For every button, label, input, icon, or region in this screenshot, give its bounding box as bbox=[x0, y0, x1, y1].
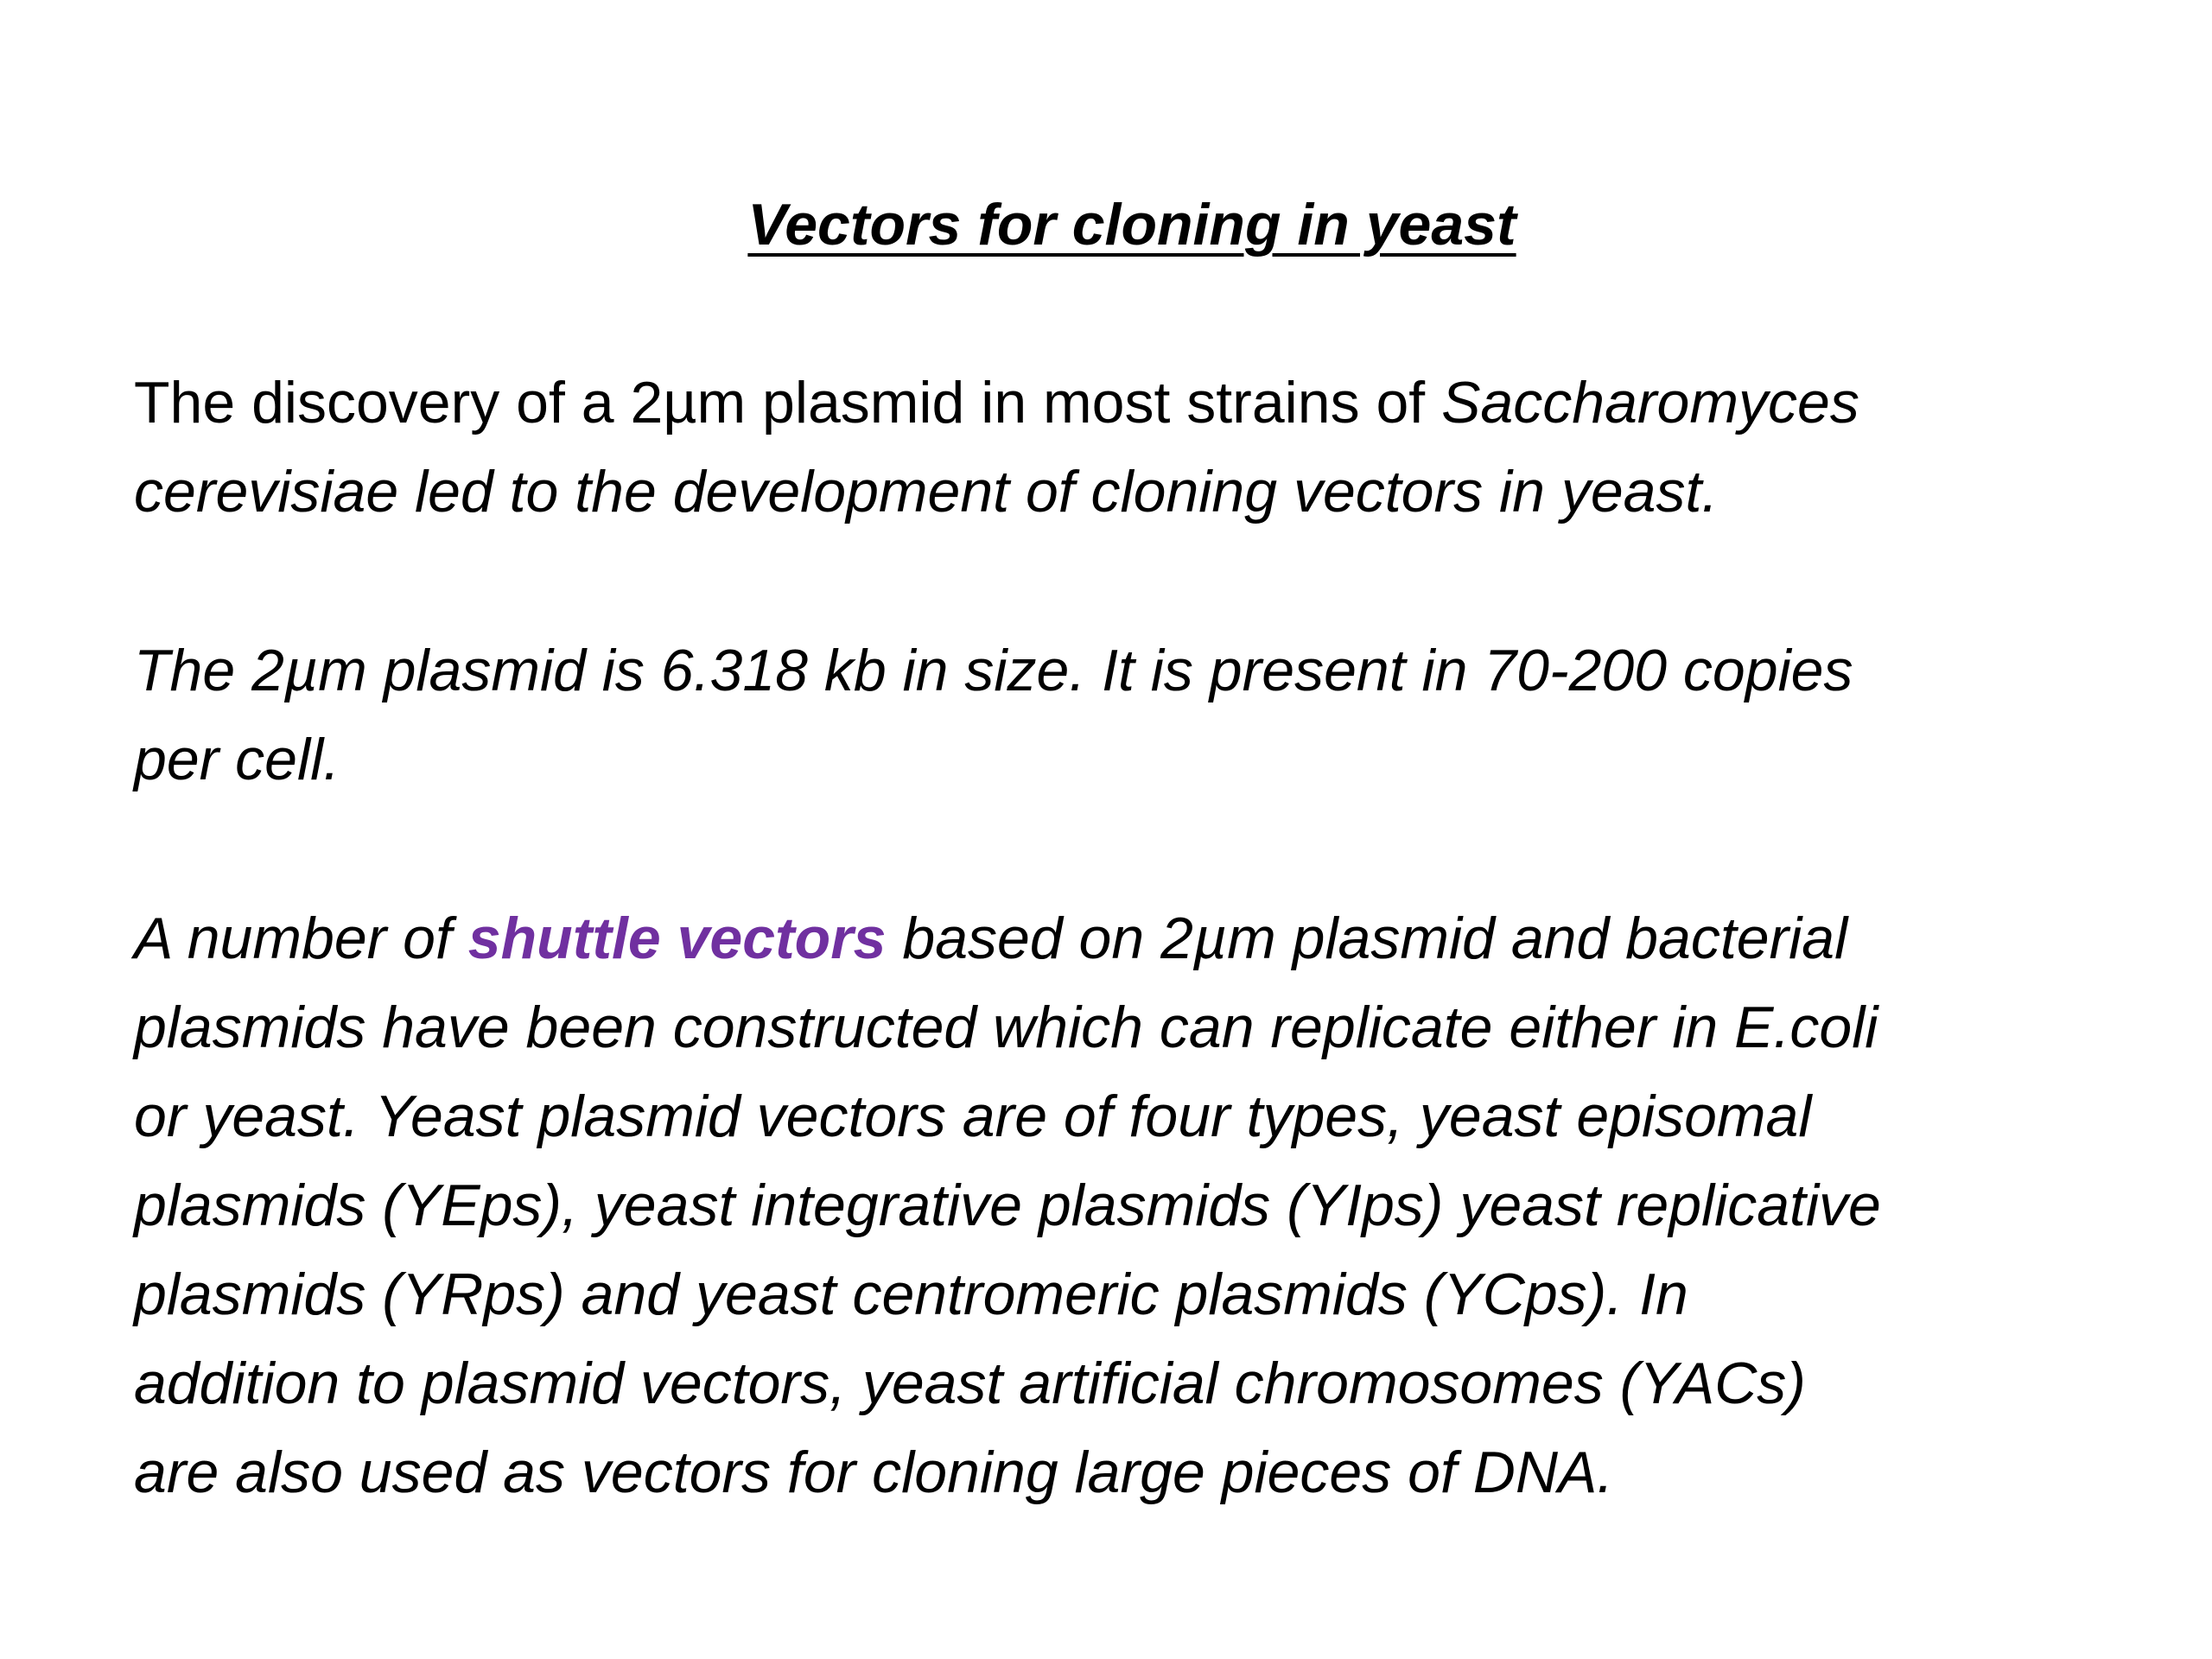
species-name-italic: Saccharomyces bbox=[1441, 370, 1859, 435]
text-span: based on 2µm plasmid and bacterial bbox=[886, 906, 1848, 971]
paragraph-line bbox=[134, 894, 2147, 983]
paragraph-line: are also used as vectors for cloning large pieces of DNA. bbox=[134, 1440, 1614, 1505]
paragraph-line: or yeast. Yeast plasmid vectors are of four types, yeast episomal bbox=[134, 1084, 1812, 1149]
paragraph-line: cerevisiae led to the development of cloning vectors in yeast. bbox=[134, 459, 1719, 524]
paragraph-line bbox=[134, 359, 2147, 448]
paragraph-plasmid-discovery bbox=[134, 359, 2147, 537]
text-span: A number of bbox=[134, 906, 468, 971]
paragraph-line: plasmids (YEps), yeast integrative plasmids (YIps) yeast replicative bbox=[134, 1173, 1881, 1238]
slide-title: Vectors for cloning in yeast bbox=[747, 192, 1516, 257]
paragraph-line: addition to plasmid vectors, yeast artificial chromosomes (YACs) bbox=[134, 1351, 1806, 1416]
text-span: The discovery of a 2µm plasmid in most strains of bbox=[134, 370, 1442, 435]
paragraph-line: plasmids have been constructed which can replicate either in E.coli bbox=[134, 995, 1878, 1060]
paragraph-line: The 2µm plasmid is 6.318 kb in size. It is present in 70-200 copies bbox=[134, 638, 1853, 703]
paragraph-plasmid-size bbox=[134, 626, 2147, 804]
paragraph-shuttle-vectors bbox=[134, 894, 2147, 1517]
paragraph-line: per cell. bbox=[134, 727, 340, 792]
paragraph-line: plasmids (YRps) and yeast centromeric plasmids (YCps). In bbox=[134, 1262, 1688, 1327]
highlighted-term: shuttle vectors bbox=[467, 906, 887, 971]
